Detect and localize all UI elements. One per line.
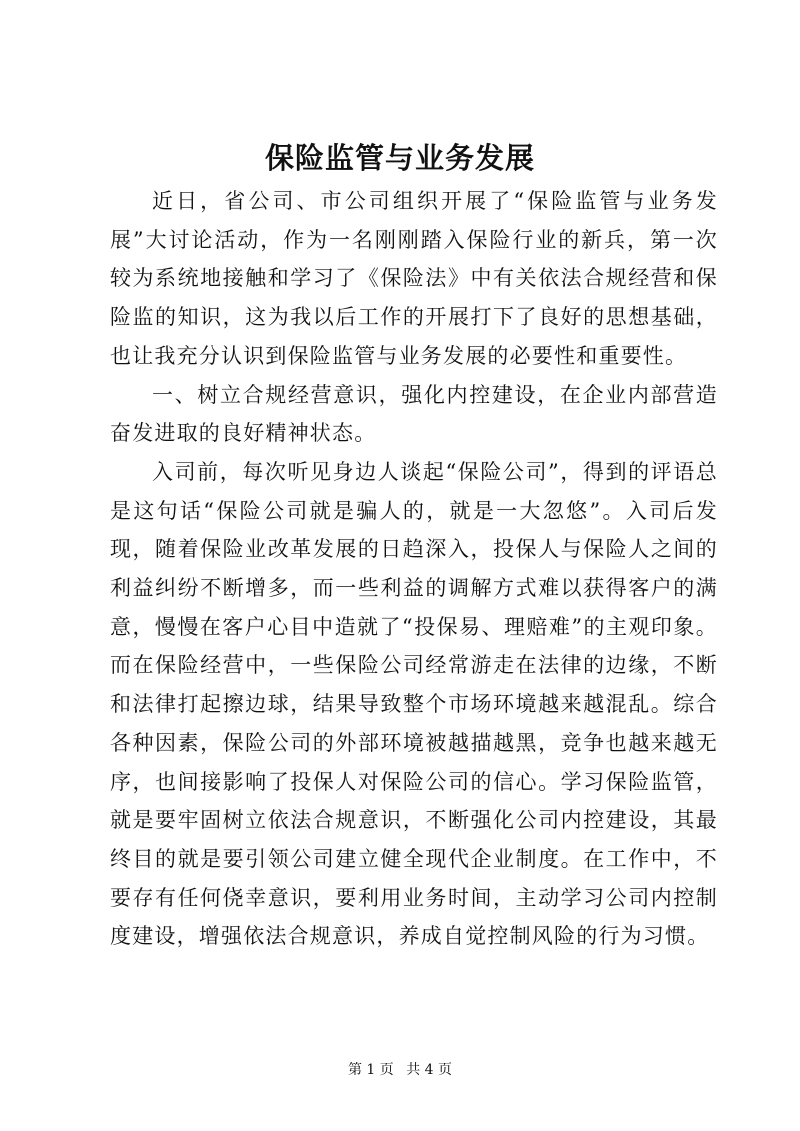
page-total: 共 4 页 [406, 1062, 453, 1078]
document-body [110, 182, 718, 956]
page-number: 第 1 页 [347, 1062, 394, 1078]
paragraph-main: 入司前，每次听见身边人谈起“保险公司”，得到的评语总是这句话“保险公司就是骗人的，就是一大忽悠”。入司后发现，随着保险业改革发展的日趋深入，投保人与保险人之间的利益纠纷不断增多，而一些利益的调解方式难以获得客户的满意，慢慢在客户心目中造就了“投保易、理赔难”的主观印象。而在保险经营中，一些保险公司经常游走在法律的边缘，不断和法律打起擦边球，结果导致整个市场环境越来越混乱。综合各种因素，保险公司的外部环境被越描越黑，竞争也越来越无序，也间接影响了投保人对保险公司的信心。学习保险监管，就是要牢固树立依法合规意识，不断强化公司内控建设，其最终目的就是要引领公司建立健全现代企业制度。在工作中，不要存有任何侥幸意识，要利用业务时间，主动学习公司内控制度建设，增强依法合规意识，养成自觉控制风险的行为习惯。 [110, 459, 718, 949]
paragraph-intro: 近日，省公司、市公司组织开展了“保险监管与业务发展”大讨论活动，作为一名刚刚踏入保险行业的新兵，第一次较为系统地接触和学习了《保险法》中有关依法合规经营和保险监的知识，这为我以后工作的开展打下了良好的思想基础，也让我充分认识到保险监管与业务发展的必要性和重要性。 [110, 189, 718, 368]
document-title: 保险监管与业务发展 [264, 141, 535, 175]
page-footer [0, 1060, 800, 1080]
paragraph-heading-one: 一、树立合规经营意识，强化内控建设，在企业内部营造奋发进取的良好精神状态。 [110, 382, 718, 446]
